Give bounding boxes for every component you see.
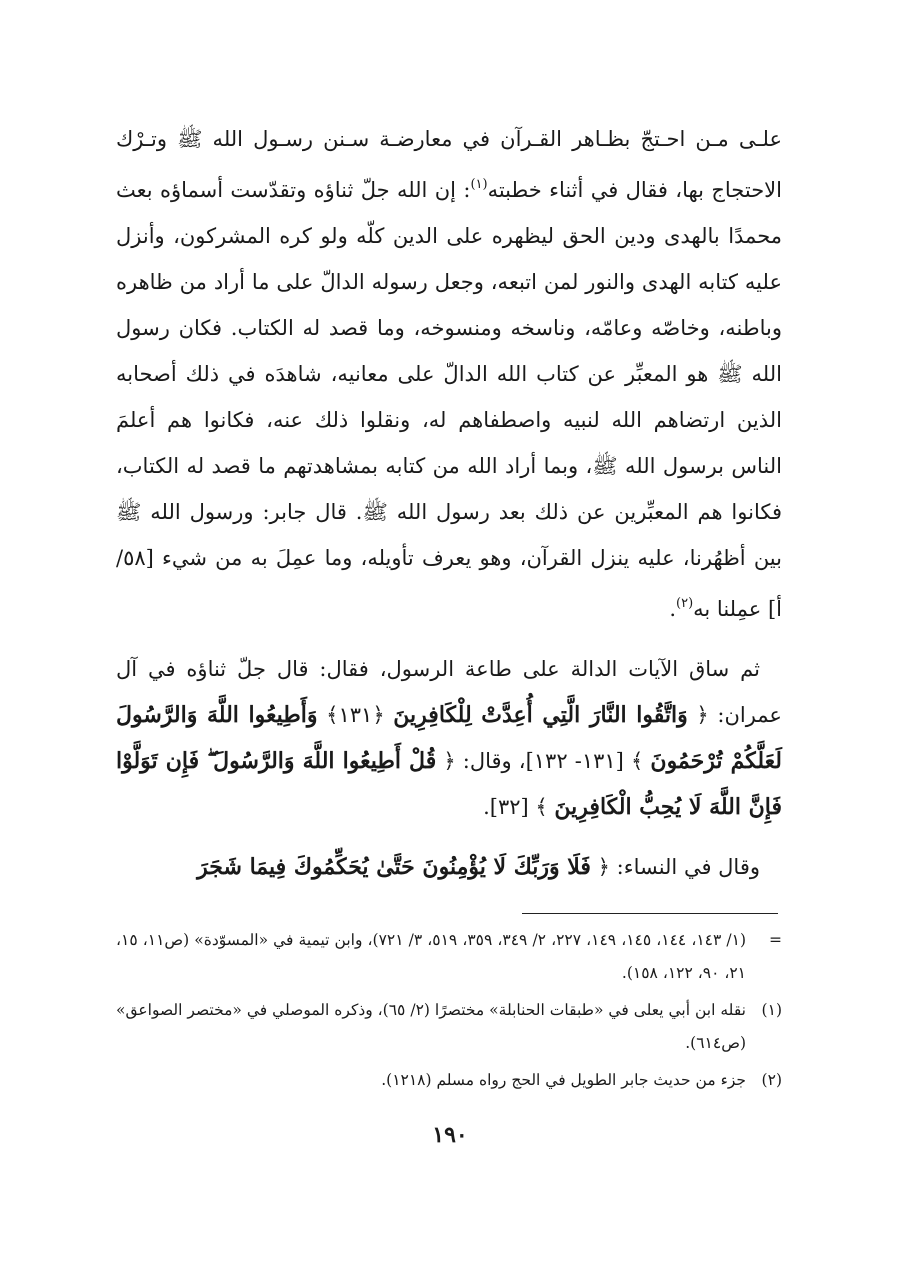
paragraph-2-text: ثم ساق الآيات الدالة على طاعة الرسول، فقال: قال جلّ ثناؤه في آل عمران: bbox=[116, 657, 782, 727]
paragraph-1 bbox=[116, 116, 782, 632]
page-number: ١٩٠ bbox=[432, 1122, 468, 1148]
footnote-continuation bbox=[116, 924, 782, 990]
footnote-text: جزء من حديث جابر الطويل في الحج رواه مسلم (١٢١٨). bbox=[381, 1071, 746, 1089]
footnote-2 bbox=[116, 1064, 782, 1097]
verse-reference-2: [٣٢]. bbox=[483, 795, 536, 819]
paragraph-1-end: . bbox=[669, 597, 677, 621]
ayah-open-bracket-3: ﴿ bbox=[597, 855, 610, 879]
footnote-mark: (١) bbox=[761, 1001, 782, 1019]
ayah-open-bracket-2: ﴿ bbox=[443, 749, 456, 773]
paragraph-3-text: وقال في النساء: bbox=[609, 855, 760, 879]
footnote-ref-2: (٢) bbox=[676, 596, 694, 611]
footnote-ref-1: (١) bbox=[470, 177, 488, 192]
quran-verse-1: وَاتَّقُوا النَّارَ الَّتِي أُعِدَّتْ لِلْكَافِرِينَ bbox=[393, 702, 688, 728]
paragraph-1-text: علـى مـن احـتجّ بظـاهر القـرآن في معارضـة سـنن رسـول الله ﷺ وتـرْك الاحتجاج بها، فقال في أثناء خطبته bbox=[116, 127, 782, 202]
footnotes bbox=[116, 924, 782, 1101]
ayah-close-bracket: ﴾ bbox=[630, 749, 644, 773]
quran-verse-2: قُلْ أَطِيعُوا اللَّهَ وَالرَّسُولَ ۖ فَإِن تَوَلَّوْا فَإِنَّ اللَّهَ لَا يُحِبُّ الْكَافِرِينَ bbox=[116, 748, 782, 820]
footnote-1 bbox=[116, 994, 782, 1060]
footnote-mark: = bbox=[769, 931, 782, 949]
ayah-open-bracket: ﴿ bbox=[696, 703, 709, 727]
ayah-close-bracket-2: ﴾ bbox=[535, 795, 548, 819]
footnote-text: نقله ابن أبي يعلى في «طبقات الحنابلة» مختصرًا (٢/ ٦٥)، وذكره الموصلي في «مختصر الصواعق» (ص٦١٤). bbox=[116, 1001, 746, 1052]
footnote-mark: (٢) bbox=[761, 1071, 782, 1089]
quran-verse-3: فَلَا وَرَبِّكَ لَا يُؤْمِنُونَ حَتَّىٰ يُحَكِّمُوكَ فِيمَا شَجَرَ bbox=[197, 854, 591, 880]
quran-verse-1b: وَأَطِيعُوا اللَّهَ وَالرَّسُولَ لَعَلَّكُمْ تُرْحَمُونَ bbox=[116, 702, 782, 774]
footnote-separator bbox=[522, 913, 778, 914]
verse-reference-1: [١٣١- ١٣٢]، وقال: bbox=[455, 749, 631, 773]
main-text bbox=[116, 116, 782, 890]
paragraph-3 bbox=[116, 844, 782, 890]
footnote-text: (١/ ١٤٣، ١٤٤، ١٤٥، ١٤٩، ٢٢٧، ٢/ ٣٤٩، ٣٥٩، ٥١٩، ٣/ ٧٢١)، وابن تيمية في «المسوّدة» (ص١١، ١٥، ٢١، ٩٠، ١٢٢، ١٥٨). bbox=[116, 931, 746, 982]
paragraph-2 bbox=[116, 646, 782, 830]
verse-number: ﴿١٣١﴾ bbox=[326, 703, 385, 727]
paragraph-1-continuation: : إن الله جلّ ثناؤه وتقدّست أسماؤه بعث محمدًا بالهدى ودين الحق ليظهره على الدين كلّه ولو كره المشركون، وأنزل عليه كتابه الهدى والنور لمن اتبعه، وجعل رسوله الدالّ على ما أراد من ظاهره وباطنه، وخاصّه وعامّه، وناسخه ومنسوخه، وما قصد له الكتاب. فكان رسول الله ﷺ هو المعبِّر عن كتاب الله الدالّ على معانيه، شاهدَه في ذلك أصحابه الذين ارتضاهم الله لنبيه واصطفاهم له، ونقلوا ذلك عنه، فكانوا هم أعلمَ الناس برسول الله ﷺ، وبما أراد الله من كتابه بمشاهدتهم ما قصد له الكتاب، فكانوا هم المعبِّرين عن ذلك بعد رسول الله ﷺ. قال جابر: ورسول الله ﷺ بين أظهُرنا، عليه ينزل القرآن، وهو يعرف تأويله، وما عمِلَ به من شيء [٥٨/ أ] عمِلنا به bbox=[116, 178, 782, 621]
